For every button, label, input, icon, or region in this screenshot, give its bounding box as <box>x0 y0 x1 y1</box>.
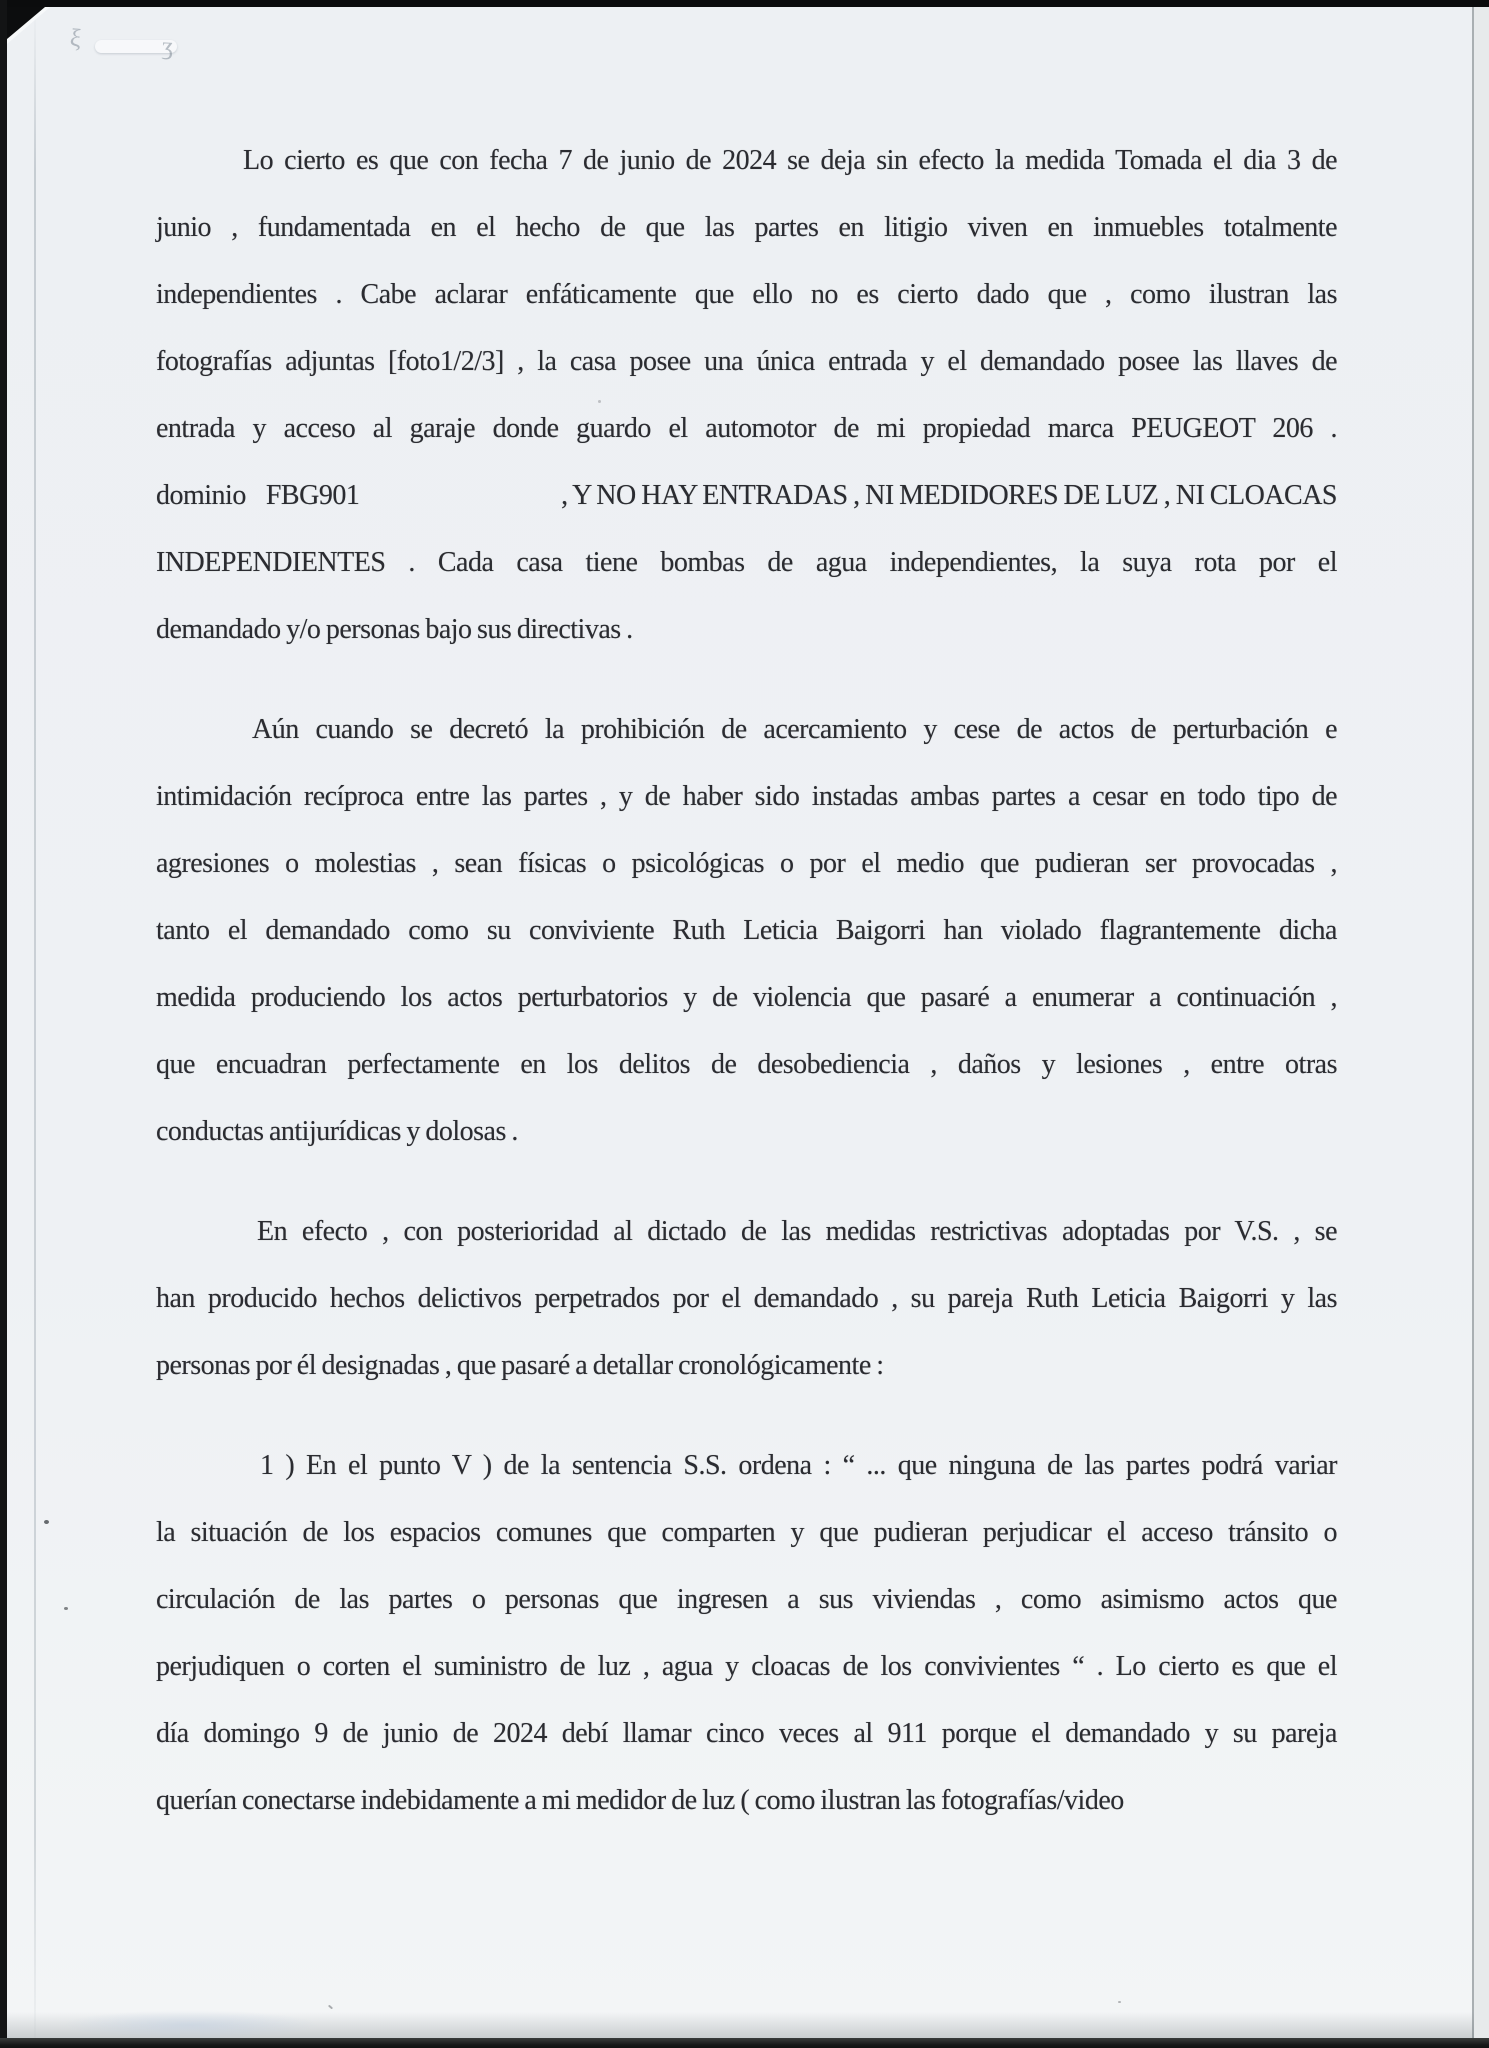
paragraph <box>156 1432 1337 1834</box>
text-segment: dominio <box>156 480 246 511</box>
text-line: tanto el demandado como su conviviente Ruth Leticia Baigorri han violado flagrantemente dicha <box>156 915 1337 946</box>
text-line: entrada y acceso al garaje donde guardo el automotor de mi propiedad marca PEUGEOT 206 . <box>156 413 1337 444</box>
text-line: conductas antijurídicas y dolosas . <box>156 1116 518 1147</box>
text-line: Lo cierto es que con fecha 7 de junio de 2024 se deja sin efecto la medida Tomada el dia 3 de <box>243 145 1337 176</box>
text-segment: FBG901 <box>265 480 360 511</box>
text-line: han producido hechos delictivos perpetrados por el demandado , su pareja Ruth Leticia Baigorri y las <box>156 1283 1337 1314</box>
text-line: circulación de las partes o personas que ingresen a sus viviendas , como asimismo actos que <box>156 1584 1337 1615</box>
text-block <box>156 127 1337 1834</box>
scan-edge-bottom <box>0 2038 1489 2048</box>
scan-edge-top <box>0 0 1489 7</box>
text-line: querían conectarse indebidamente a mi medidor de luz ( como ilustran las fotografías/video <box>156 1785 1124 1816</box>
text-segment: , Y NO HAY ENTRADAS , NI MEDIDORES DE LUZ , NI CLOACAS <box>561 480 1337 511</box>
text-line: 1 ) En el punto V ) de la sentencia S.S. ordena : “ ... que ninguna de las partes podrá variar <box>260 1450 1337 1481</box>
ink-dot <box>44 1520 49 1524</box>
text-line: perjudiquen o corten el suministro de luz , agua y cloacas de los convivientes “ . Lo cierto es que el <box>156 1651 1337 1682</box>
scan-edge-left <box>0 0 7 2048</box>
paper-fold-line <box>34 7 36 2038</box>
text-line: Aún cuando se decretó la prohibición de acercamiento y cese de actos de perturbación e <box>252 714 1337 745</box>
staple-mark-icon: ʒ <box>161 32 174 61</box>
text-line: fotografías adjuntas [foto1/2/3] , la casa posee una única entrada y el demandado posee las llaves de <box>156 346 1337 377</box>
text-line: medida produciendo los actos perturbatorios y de violencia que pasaré a enumerar a continuación , <box>156 982 1337 1013</box>
text-line: agresiones o molestias , sean físicas o psicológicas o por el medio que pudieran ser provocadas , <box>156 848 1337 879</box>
scan-blotch <box>60 2010 320 2040</box>
staple-mark-icon: ξ <box>68 24 83 53</box>
ink-dot <box>64 1607 68 1610</box>
text-line: intimidación recíproca entre las partes , y de haber sido instadas ambas partes a cesar en todo tipo de <box>156 781 1337 812</box>
text-line: día domingo 9 de junio de 2024 debí llamar cinco veces al 911 porque el demandado y su pareja <box>156 1718 1337 1749</box>
text-line: la situación de los espacios comunes que comparten y que pudieran perjudicar el acceso tránsito o <box>156 1517 1337 1548</box>
ink-speck <box>1118 2001 1121 2003</box>
text-line: demandado y/o personas bajo sus directivas . <box>156 614 633 645</box>
paper-right-strip <box>1474 7 1489 2038</box>
text-line: junio , fundamentada en el hecho de que las partes en litigio viven en inmuebles totalmente <box>156 212 1337 243</box>
paper-edge-line <box>1472 7 1474 2038</box>
paragraph <box>156 127 1337 663</box>
paragraph <box>156 1198 1337 1399</box>
text-line: personas por él designadas , que pasaré a detallar cronológicamente : <box>156 1350 884 1381</box>
text-line: En efecto , con posterioridad al dictado de las medidas restrictivas adoptadas por V.S. , se <box>257 1216 1337 1247</box>
paragraph <box>156 696 1337 1165</box>
text-line <box>156 462 1337 529</box>
text-line: INDEPENDIENTES . Cada casa tiene bombas de agua independientes, la suya rota por el <box>156 547 1337 578</box>
text-line: independientes . Cabe aclarar enfáticamente que ello no es cierto dado que , como ilustran las <box>156 279 1337 310</box>
text-line: que encuadran perfectamente en los delitos de desobediencia , daños y lesiones , entre otras <box>156 1049 1337 1080</box>
